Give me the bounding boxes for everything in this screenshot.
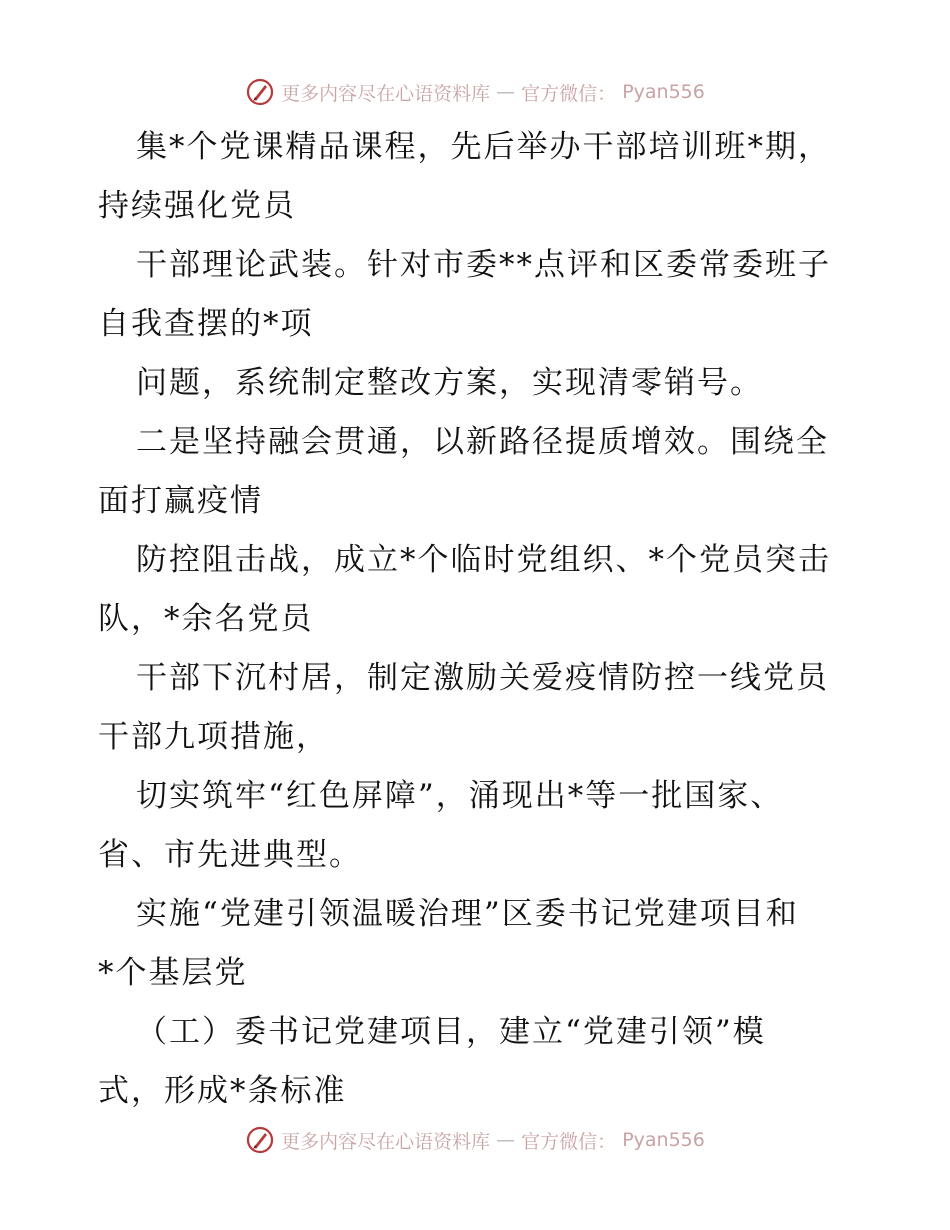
text-line: 持续强化党员 (98, 188, 296, 224)
text-line: 式，形成*条标准 (98, 1073, 347, 1109)
watermark-separator: — (496, 81, 516, 103)
watermark-separator: — (496, 1129, 516, 1151)
document-body (98, 118, 858, 1121)
text-line: 干部下沉村居，制定激励关爱疫情防控一线党员 (136, 660, 829, 696)
watermark-contact-label: 官方微信： (521, 1130, 617, 1153)
watermark-footer (0, 1120, 950, 1160)
text-line: 防控阻击战，成立*个临时党组织、*个党员突击 (136, 542, 831, 578)
text-line: （工）委书记党建项目，建立“党建引领”模 (136, 1014, 766, 1050)
watermark-contact-id: Pyan556 (622, 81, 705, 103)
watermark-contact-id: Pyan556 (622, 1129, 705, 1151)
watermark-header (0, 72, 950, 112)
text-line: 切实筑牢“红色屏障”，涌现出*等一批国家、 (136, 778, 784, 814)
text-line: 实施“党建引领温暖治理”区委书记党建项目和 (136, 896, 799, 932)
text-line: 自我查摆的*项 (98, 306, 314, 342)
text-line: 干部九项措施， (98, 719, 329, 755)
watermark-contact-label: 官方微信： (521, 82, 617, 105)
text-line: 面打赢疫情 (98, 483, 263, 519)
watermark-brand: 更多内容尽在心语资料库 (281, 1130, 491, 1153)
text-line: 问题，系统制定整改方案，实现清零销号。 (136, 365, 763, 401)
text-line: 二是坚持融会贯通，以新路径提质增效。围绕全 (136, 424, 829, 460)
quill-logo-icon (245, 77, 275, 107)
text-line: *个基层党 (98, 955, 248, 991)
text-line: 集*个党课精品课程，先后举办干部培训班*期， (136, 129, 831, 165)
text-line: 省、市先进典型。 (98, 837, 362, 873)
watermark-brand: 更多内容尽在心语资料库 (281, 82, 491, 105)
text-line: 干部理论武装。针对市委**点评和区委常委班子 (136, 247, 831, 283)
text-line: 队，*余名党员 (98, 601, 314, 637)
quill-logo-icon (245, 1125, 275, 1155)
